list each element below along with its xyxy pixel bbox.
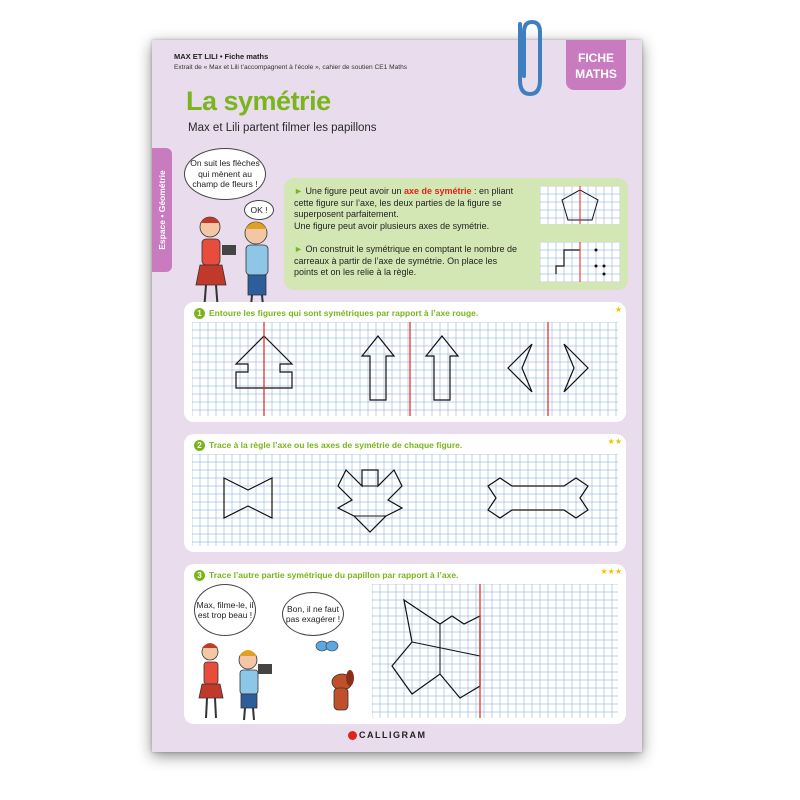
speech-bubble-max-film: Max, filme-le, il est trop beau ! <box>194 584 256 636</box>
exercise-3-title <box>194 570 458 581</box>
publisher-logo <box>348 730 427 740</box>
arrow-figure-left <box>362 336 394 400</box>
rule-1-line-2: Une figure peut avoir plusieurs axes de symétrie. <box>294 220 490 231</box>
rule-1-keyword: axe de symétrie <box>404 186 472 196</box>
exercise-1-grid <box>192 322 618 416</box>
bullet-arrow-icon: ► <box>294 186 303 196</box>
rules-box <box>284 178 628 290</box>
exercise-2-card <box>184 434 626 552</box>
exercise-1-title <box>194 308 478 319</box>
extract-note: Extrait de « Max et Lili t’accompagnent à l’école », cahier de soutien CE1 Maths <box>174 64 408 71</box>
exercise-3-instruction: Trace l’autre partie symétrique du papillon par rapport à l’axe. <box>209 570 459 580</box>
logo-dot-icon <box>348 731 357 740</box>
difficulty-stars-2: ★★ <box>607 437 622 446</box>
difficulty-stars-1: ★ <box>614 305 622 314</box>
kids-butterfly-dog-illustration <box>190 638 366 722</box>
bone-figure <box>488 478 588 518</box>
speech-bubble-ok: OK ! <box>244 200 274 220</box>
rule-2-text: On construit le symétrique en comptant le nombre de carreaux à partir de l’axe de symétrie. On place les points et on les relie à la règle. <box>294 244 518 277</box>
exercise-1-card <box>184 302 626 422</box>
exercise-3-card <box>184 564 626 724</box>
paperclip-icon <box>508 14 548 104</box>
exercise-2-instruction: Trace à la règle l’axe ou les axes de symétrie de chaque figure. <box>209 440 463 450</box>
worksheet-page <box>152 40 642 752</box>
rule-1-text-a: Une figure peut avoir un <box>305 186 404 196</box>
difficulty-stars-3: ★★★ <box>600 567 622 576</box>
grid-lines <box>372 584 618 718</box>
rule-2 <box>294 244 522 279</box>
page-title: La symétrie <box>186 86 331 116</box>
exercise-1-number: 1 <box>194 308 205 319</box>
exercise-2-number: 2 <box>194 440 205 451</box>
grid-lines <box>192 454 618 546</box>
grid-lines <box>192 322 618 416</box>
exercise-3-number: 3 <box>194 570 205 581</box>
speech-bubble-intro: On suit les flèches qui mènent au champ de fleurs ! <box>184 148 266 200</box>
rule-1 <box>294 186 522 232</box>
pentagon-example-grid <box>540 186 620 224</box>
exercise-3-grid <box>372 584 618 718</box>
series-label: MAX ET LILI • Fiche maths <box>174 52 269 61</box>
speech-bubble-exagerer: Bon, il ne faut pas exagérer ! <box>282 592 344 636</box>
arrow-figure-right <box>426 336 458 400</box>
side-category-tab <box>152 148 172 272</box>
exercise-1-instruction: Entoure les figures qui sont symétriques par rapport à l’axe rouge. <box>209 308 479 318</box>
page-subtitle: Max et Lili partent filmer les papillons <box>188 122 377 134</box>
bullet-arrow-icon: ► <box>294 244 303 254</box>
fiche-label: FICHE <box>578 51 614 65</box>
side-category-label: Espace • Géométrie <box>157 170 167 250</box>
construction-example-grid <box>540 242 620 282</box>
exercise-2-grid <box>192 454 618 546</box>
publisher-name: CALLIGRAM <box>359 730 427 740</box>
exercise-2-title <box>194 440 462 451</box>
fiche-maths-tab <box>566 40 626 90</box>
butterfly-figure <box>338 470 402 532</box>
maths-label: MATHS <box>575 67 617 81</box>
rule-1-text-b: : en pliant cette figure sur l’axe, les deux parties de la figure se superposent parfaitement. <box>294 186 514 219</box>
